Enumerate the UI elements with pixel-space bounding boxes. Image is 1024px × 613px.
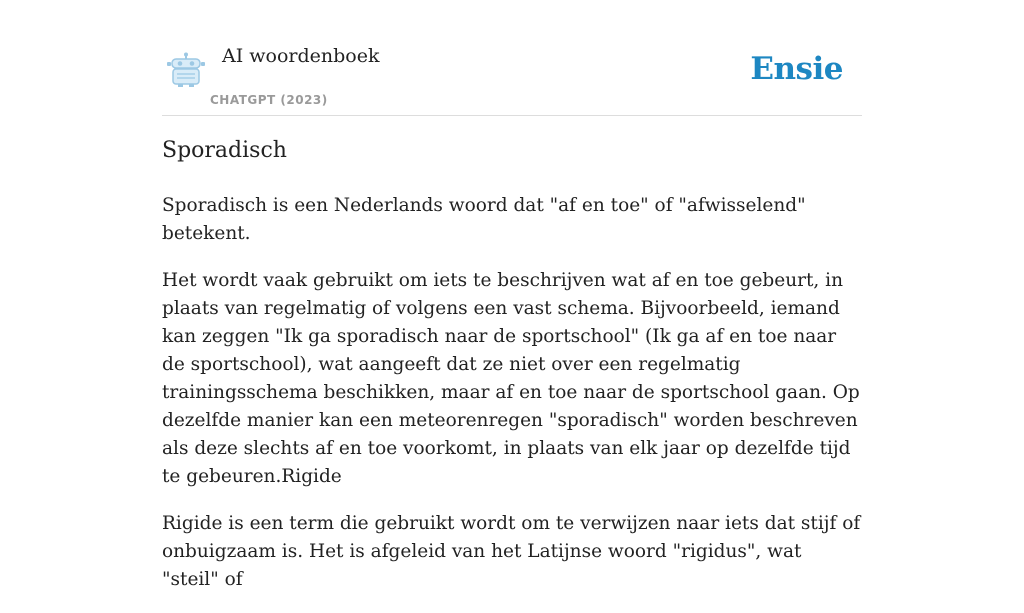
robot-icon xyxy=(166,52,206,88)
definition-paragraph: Rigide is een term die gebruikt wordt om te verwijzen naar iets dat stijf of onbuigzaam is. Het is afgeleid van het Latijnse woord "rigidus", wat "steil" of xyxy=(162,513,861,590)
source-header xyxy=(162,40,862,116)
definition-paragraph: Sporadisch is een Nederlands woord dat "af en toe" of "afwisselend" betekent. xyxy=(162,195,806,244)
source-title[interactable]: AI woordenboek xyxy=(222,45,380,67)
definition-body xyxy=(162,192,862,613)
source-meta: CHATGPT (2023) xyxy=(210,93,328,107)
definition-paragraph: Het wordt vaak gebruikt om iets te beschrijven wat af en toe gebeurt, in plaats van regelmatig of volgens een vast schema. Bijvoorbeeld, iemand kan zeggen "Ik ga sporadisch naar de sportschool" (Ik ga af en toe naar de sportschool), wat aangeeft dat ze niet over een regelmatig trainingsschema beschikken, maar af en toe naar de sportschool gaan. Op dezelfde manier kan een meteorenregen "sporadisch" worden beschreven als deze slechts af en toe voorkomt, in plaats van elk jaar op dezelfde tijd te gebeuren.Rigide xyxy=(162,270,860,487)
headword: Sporadisch xyxy=(162,138,287,163)
ensie-logo[interactable]: Ensie xyxy=(750,51,843,87)
